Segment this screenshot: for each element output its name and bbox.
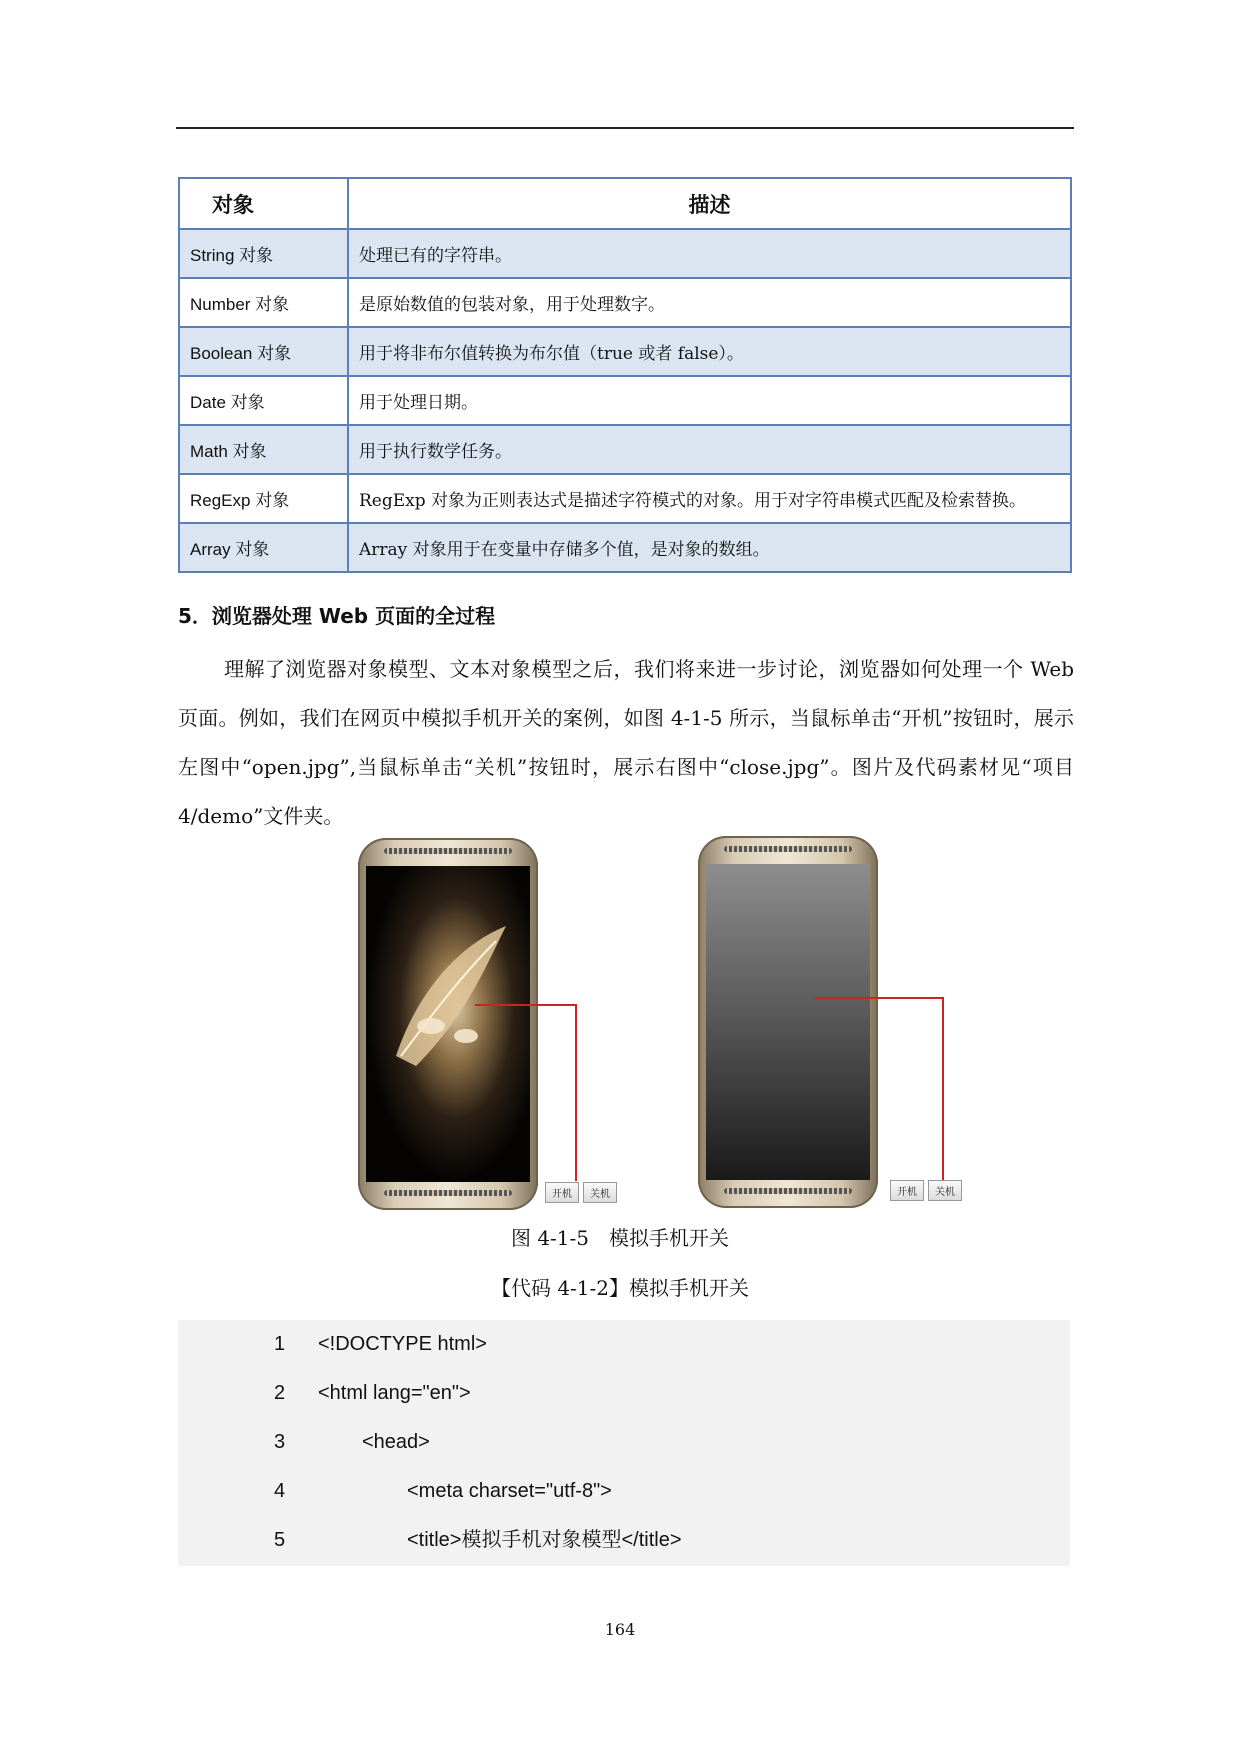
table-header-row bbox=[179, 178, 1071, 229]
table-header-description: 描述 bbox=[348, 178, 1071, 229]
code-text: <meta charset="utf-8"> bbox=[407, 1480, 612, 1502]
line-number: 1 bbox=[274, 1333, 286, 1355]
code-title: 【代码 4-1-2】模拟手机开关 bbox=[490, 1276, 750, 1300]
code-text: <!DOCTYPE html> bbox=[318, 1333, 487, 1355]
power-off-button[interactable]: 关机 bbox=[583, 1182, 617, 1203]
table-cell-object: Array 对象 bbox=[179, 523, 348, 572]
button-row-left bbox=[545, 1182, 617, 1203]
code-block bbox=[178, 1320, 1070, 1566]
line-number: 4 bbox=[274, 1480, 286, 1502]
table-row bbox=[179, 474, 1071, 523]
table-cell-desc: RegExp 对象为正则表达式是描述字符模式的对象。用于对字符串模式匹配及检索替换。 bbox=[348, 474, 1071, 523]
speaker-grill bbox=[724, 846, 852, 852]
table-header-object: 对象 bbox=[179, 178, 348, 229]
speaker-grill bbox=[384, 1190, 512, 1196]
table-cell-object: Date 对象 bbox=[179, 376, 348, 425]
pointer-line bbox=[475, 1004, 577, 1181]
code-text: <title>模拟手机对象模型</title> bbox=[407, 1529, 682, 1551]
js-objects-table bbox=[178, 177, 1072, 573]
power-on-button[interactable]: 开机 bbox=[890, 1180, 924, 1201]
section-paragraph: 理解了浏览器对象模型、文本对象模型之后，我们将来进一步讨论，浏览器如何处理一个 Web 页面。例如，我们在网页中模拟手机开关的案例，如图 4-1-5 所示，当鼠标单击“开机”按钮时，展示左图中“open.jpg”,当鼠标单击“关机”按钮时，展示右图中“close.jpg”。图片及代码素材见“项目 4/demo”文件夹。 bbox=[178, 657, 1074, 828]
pointer-line bbox=[815, 997, 944, 1181]
code-line bbox=[178, 1516, 1070, 1565]
code-line bbox=[178, 1369, 1070, 1418]
line-number: 5 bbox=[274, 1529, 286, 1551]
speaker-grill bbox=[384, 848, 512, 854]
table-cell-desc: 用于处理日期。 bbox=[348, 376, 1071, 425]
table-row bbox=[179, 229, 1071, 278]
table-cell-object: RegExp 对象 bbox=[179, 474, 348, 523]
table-cell-desc: 用于将非布尔值转换为布尔值（true 或者 false）。 bbox=[348, 327, 1071, 376]
code-line bbox=[178, 1418, 1070, 1467]
table-cell-desc: 处理已有的字符串。 bbox=[348, 229, 1071, 278]
table-row bbox=[179, 425, 1071, 474]
table-row bbox=[179, 523, 1071, 572]
power-on-button[interactable]: 开机 bbox=[545, 1182, 579, 1203]
table-cell-object: Boolean 对象 bbox=[179, 327, 348, 376]
code-text: <html lang="en"> bbox=[318, 1382, 471, 1404]
line-number: 3 bbox=[274, 1431, 286, 1453]
power-off-button[interactable]: 关机 bbox=[928, 1180, 962, 1201]
table-cell-object: String 对象 bbox=[179, 229, 348, 278]
page-number: 164 bbox=[604, 1620, 636, 1639]
table-cell-desc: 是原始数值的包装对象，用于处理数字。 bbox=[348, 278, 1071, 327]
table-row bbox=[179, 376, 1071, 425]
table-cell-object: Number 对象 bbox=[179, 278, 348, 327]
table-cell-desc: 用于执行数学任务。 bbox=[348, 425, 1071, 474]
code-line bbox=[178, 1320, 1070, 1369]
speaker-grill bbox=[724, 1188, 852, 1194]
line-number: 2 bbox=[274, 1382, 286, 1404]
table-row bbox=[179, 278, 1071, 327]
table-row bbox=[179, 327, 1071, 376]
header-rule bbox=[176, 127, 1074, 129]
section-heading: 5．浏览器处理 Web 页面的全过程 bbox=[178, 604, 496, 628]
code-line bbox=[178, 1467, 1070, 1516]
code-text: <head> bbox=[362, 1431, 430, 1453]
button-row-right bbox=[890, 1180, 962, 1201]
table-cell-object: Math 对象 bbox=[179, 425, 348, 474]
figure-caption: 图 4-1-5 模拟手机开关 bbox=[510, 1226, 730, 1250]
table-cell-desc: Array 对象用于在变量中存储多个值，是对象的数组。 bbox=[348, 523, 1071, 572]
